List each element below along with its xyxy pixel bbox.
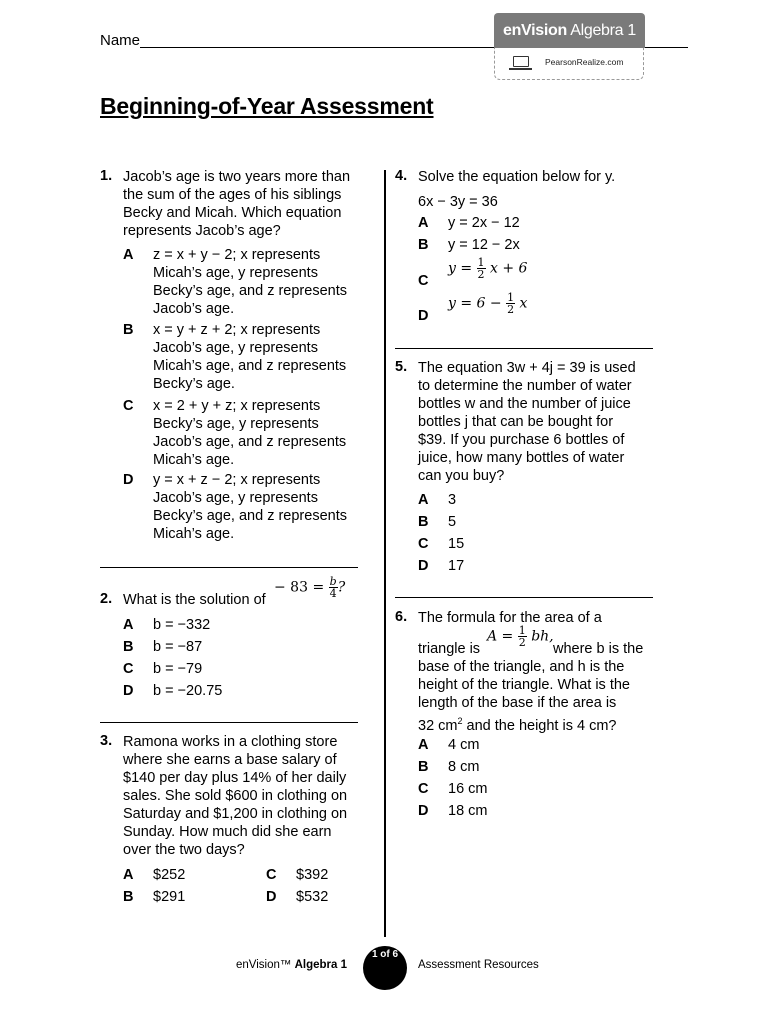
- q2-option-b-letter[interactable]: B: [123, 639, 134, 655]
- q4-option-a[interactable]: y = 2x − 12: [448, 215, 520, 231]
- q5-line: to determine the number of water: [418, 378, 632, 394]
- brand-badge: [494, 13, 645, 48]
- brand-prefix: enVision: [502, 22, 567, 39]
- q3-option-a-letter[interactable]: A: [123, 867, 134, 883]
- q6-option-a[interactable]: 4 cm: [448, 737, 480, 753]
- q3-option-d[interactable]: $532: [296, 889, 329, 905]
- page-number: 1 of 6: [371, 949, 399, 960]
- option-line: x = y + z + 2; x represents: [153, 322, 321, 338]
- q6-option-a-letter[interactable]: A: [418, 737, 429, 753]
- q3-line: Ramona works in a clothing store: [123, 734, 338, 750]
- q1-option-a-letter[interactable]: A: [123, 247, 134, 263]
- q4-c-pre: y =: [448, 260, 473, 277]
- q5-option-b[interactable]: 5: [448, 514, 457, 530]
- q6-formula-post: bh,: [531, 628, 554, 645]
- q4-c-fraction: [477, 257, 486, 280]
- q2-text: What is the solution of: [123, 592, 266, 608]
- realize-box: [494, 48, 644, 80]
- q6-last-post: and the height is 4 cm?: [462, 717, 617, 734]
- brand-product: Algebra 1: [570, 22, 637, 39]
- q3-text: [123, 733, 347, 859]
- q4-option-c-letter[interactable]: C: [418, 273, 429, 289]
- q2-fraction: [329, 576, 338, 599]
- q4-option-c[interactable]: [448, 257, 527, 280]
- footer-brand: [236, 959, 347, 971]
- q5-option-c[interactable]: 15: [448, 536, 465, 552]
- option-line: Micah’s age, y represents: [153, 265, 318, 281]
- q3-option-c-letter[interactable]: C: [266, 867, 277, 883]
- q5-line: $39. If you purchase 6 bottles of: [418, 432, 625, 448]
- q2-option-b[interactable]: b = −87: [153, 639, 203, 655]
- option-line: Jacob’s age, y represents: [153, 340, 318, 356]
- q2-equation: [274, 576, 345, 599]
- q4-d-num: 1: [507, 291, 515, 304]
- q4-option-a-letter[interactable]: A: [418, 215, 429, 231]
- q6-option-c-letter[interactable]: C: [418, 781, 429, 797]
- q3-option-b[interactable]: $291: [153, 889, 186, 905]
- q3-line: over the two days?: [123, 842, 245, 858]
- q1-line: the sum of the ages of his siblings: [123, 187, 342, 203]
- q1-option-b-letter[interactable]: B: [123, 322, 134, 338]
- q1-number: 1.: [100, 168, 113, 184]
- footer-brand-name: enVision™: [236, 959, 292, 971]
- q4-d-den: 2: [507, 303, 515, 316]
- option-line: x = 2 + y + z; x represents: [153, 398, 321, 414]
- q4-number: 4.: [395, 168, 408, 184]
- option-line: Jacob’s age.: [153, 301, 235, 317]
- q4-option-d-letter[interactable]: D: [418, 308, 429, 324]
- separator: [100, 722, 358, 723]
- q6-number: 6.: [395, 609, 408, 625]
- option-line: Jacob’s age, y represents: [153, 490, 318, 506]
- q6-last-sup: 2: [457, 716, 463, 726]
- q5-option-c-letter[interactable]: C: [418, 536, 429, 552]
- q1-line: Jacob’s age is two years more than: [123, 169, 351, 185]
- separator: [100, 567, 358, 568]
- option-line: y = x + z − 2; x represents: [153, 472, 321, 488]
- q5-option-d[interactable]: 17: [448, 558, 465, 574]
- q2-number: 2.: [100, 591, 113, 607]
- q6-line2-pre: triangle is: [418, 641, 481, 657]
- q5-line: bottles j that can be bought for: [418, 414, 614, 430]
- realize-site: PearsonRealize.com: [545, 57, 624, 67]
- q5-number: 5.: [395, 359, 408, 375]
- option-line: Becky’s age, and z represents: [153, 508, 347, 524]
- q6-line: height of the triangle. What is the: [418, 677, 630, 693]
- q2-option-c[interactable]: b = −79: [153, 661, 203, 677]
- q6-option-d[interactable]: 18 cm: [448, 803, 488, 819]
- q6-line-last: [418, 712, 630, 735]
- option-line: Becky’s age, y represents: [153, 416, 319, 432]
- q2-option-d[interactable]: b = −20.75: [153, 683, 223, 699]
- q1-option-c[interactable]: [153, 397, 346, 469]
- q4-option-b-letter[interactable]: B: [418, 237, 429, 253]
- q4-d-fraction: [506, 292, 515, 315]
- q2-option-a-letter[interactable]: A: [123, 617, 134, 633]
- option-line: Micah’s age.: [153, 526, 235, 542]
- q2-eq-left: − 83 =: [274, 579, 325, 596]
- laptop-icon: [513, 56, 529, 67]
- option-line: z = x + y − 2; x represents: [153, 247, 321, 263]
- q5-option-b-letter[interactable]: B: [418, 514, 429, 530]
- name-label: Name: [100, 32, 141, 49]
- q6-frac-den: 2: [518, 636, 526, 649]
- q4-c-den: 2: [477, 268, 485, 281]
- q1-option-b[interactable]: [153, 321, 346, 393]
- q6-line: length of the base if the area is: [418, 695, 617, 711]
- q2-option-a[interactable]: b = −332: [153, 617, 211, 633]
- q6-option-c[interactable]: 16 cm: [448, 781, 488, 797]
- q3-line: $140 per day plus 14% of her daily: [123, 770, 347, 786]
- footer-product: Algebra 1: [294, 959, 348, 971]
- q5-line: The equation 3w + 4j = 39 is used: [418, 360, 636, 376]
- q5-line: bottles w and the number of juice: [418, 396, 631, 412]
- q4-option-b[interactable]: y = 12 − 2x: [448, 237, 520, 253]
- q5-line: can you buy?: [418, 468, 505, 484]
- q3-line: Sunday. How much did she earn: [123, 824, 332, 840]
- q6-option-b[interactable]: 8 cm: [448, 759, 480, 775]
- option-line: Becky’s age.: [153, 376, 235, 392]
- q1-line: Becky and Micah. Which equation: [123, 205, 342, 221]
- q2-frac-den: 4: [329, 587, 337, 600]
- q6-fraction: [518, 625, 527, 648]
- option-line: Jacob’s age, and z represents: [153, 434, 347, 450]
- q1-line: represents Jacob’s age?: [123, 223, 281, 239]
- q3-line: Saturday and $1,200 in clothing on: [123, 806, 348, 822]
- q1-option-a[interactable]: [153, 246, 347, 318]
- q5-option-a[interactable]: 3: [448, 492, 457, 508]
- q6-formula: [487, 625, 554, 648]
- q6-line2-post: where b is the: [553, 641, 644, 657]
- q4-option-d[interactable]: [448, 292, 527, 315]
- q1-option-d-letter[interactable]: D: [123, 472, 134, 488]
- q4-text: Solve the equation below for y.: [418, 169, 616, 185]
- option-line: Micah’s age.: [153, 452, 235, 468]
- q6-option-d-letter[interactable]: D: [418, 803, 429, 819]
- q3-option-c[interactable]: $392: [296, 867, 329, 883]
- q4-c-post: x + 6: [490, 260, 528, 277]
- q6-frac-num: 1: [518, 624, 526, 637]
- q6-line: base of the triangle, and h is the: [418, 659, 625, 675]
- option-line: Becky’s age, and z represents: [153, 283, 347, 299]
- q4-c-num: 1: [477, 256, 485, 269]
- q4-d-pre: y = 6 −: [448, 295, 502, 312]
- q6-line1: The formula for the area of a: [418, 610, 602, 626]
- q5-line: juice, how many bottles of water: [418, 450, 625, 466]
- page-title: Beginning-of-Year Assessment: [100, 93, 434, 119]
- q2-frac-num: b: [329, 575, 337, 588]
- q6-text: [418, 658, 630, 735]
- q4-d-post: x: [519, 295, 528, 312]
- separator: [395, 597, 653, 598]
- q6-last-pre: 32 cm: [418, 717, 458, 734]
- q5-option-a-letter[interactable]: A: [418, 492, 429, 508]
- q6-formula-pre: A =: [487, 628, 514, 645]
- q3-line: sales. She sold $600 in clothing on: [123, 788, 348, 804]
- q6-option-b-letter[interactable]: B: [418, 759, 429, 775]
- q1-option-d[interactable]: [153, 471, 347, 543]
- q3-line: where she earns a base salary of: [123, 752, 337, 768]
- q4-equation: 6x − 3y = 36: [418, 194, 498, 210]
- option-line: Micah’s age, and z represents: [153, 358, 347, 374]
- q3-option-b-letter[interactable]: B: [123, 889, 134, 905]
- q3-number: 3.: [100, 733, 113, 749]
- q1-text: [123, 168, 350, 240]
- q2-eq-end: ?: [337, 579, 346, 596]
- separator: [395, 348, 653, 349]
- q5-option-d-letter[interactable]: D: [418, 558, 429, 574]
- footer-section: Assessment Resources: [418, 959, 539, 971]
- q1-option-c-letter[interactable]: C: [123, 398, 134, 414]
- q3-option-d-letter[interactable]: D: [266, 889, 277, 905]
- q3-option-a[interactable]: $252: [153, 867, 186, 883]
- q5-text: [418, 359, 636, 485]
- q2-option-d-letter[interactable]: D: [123, 683, 134, 699]
- q2-option-c-letter[interactable]: C: [123, 661, 134, 677]
- column-divider: [384, 170, 386, 937]
